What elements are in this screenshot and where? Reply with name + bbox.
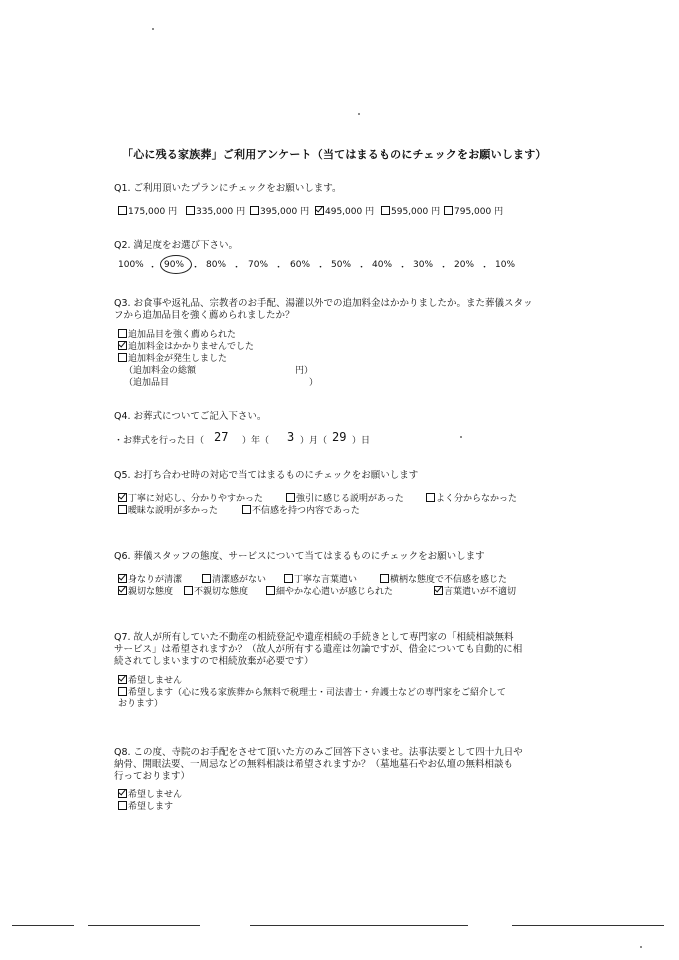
q4-year-value[interactable]: 27 [214, 430, 229, 444]
q4-month-value[interactable]: 3 [287, 430, 295, 444]
q4-question: Q4. お葬式についてご記入下さい。 [114, 411, 267, 422]
q7-question-line2: サービス」は希望されますか？（故人が所有する遺産は勿論ですが、借金についても自動的に相 [114, 644, 523, 655]
q8-option[interactable]: 希望しません [118, 789, 182, 801]
footer-rule [512, 925, 664, 926]
q1-options [118, 204, 538, 218]
scale-dot: ・ [148, 263, 158, 273]
scale-option[interactable]: 10% [495, 260, 516, 270]
checkbox[interactable] [118, 353, 127, 362]
q5-options-row1 [118, 491, 538, 503]
scale-option[interactable]: 30% [413, 260, 434, 270]
q4-date-row [114, 432, 414, 448]
q7-option-continuation: おります） [118, 699, 164, 709]
scale-option-selected[interactable]: 90% [164, 260, 185, 270]
q3-question-line1: Q3. お食事や返礼品、宗教者のお手配、湯灌以外での追加料金はかかりましたか。また葬儀スタッ [114, 298, 533, 309]
q4-day-label: ）日 [352, 436, 371, 446]
scale-dot: ・ [274, 263, 284, 273]
checkbox[interactable] [250, 206, 259, 215]
q5-option[interactable]: 強引に感じる説明があった [286, 491, 404, 504]
checkbox[interactable] [284, 574, 293, 583]
q3-option[interactable]: 追加品目を強く薦められた [118, 329, 254, 341]
scan-speck [640, 946, 642, 948]
scale-dot: ・ [316, 263, 326, 273]
q2-question: Q2. 満足度をお選び下さい。 [114, 240, 239, 251]
checkbox[interactable] [184, 586, 193, 595]
checkbox-checked[interactable] [118, 675, 127, 684]
q6-option[interactable]: 清潔感がない [202, 572, 266, 585]
q1-option[interactable]: 395,000 円 [250, 204, 309, 217]
q6-option[interactable]: 丁寧な言葉遣い [284, 572, 357, 585]
q6-option[interactable]: 親切な態度 [118, 584, 173, 597]
scale-option[interactable]: 50% [331, 260, 352, 270]
scale-option[interactable]: 80% [206, 260, 227, 270]
checkbox-checked[interactable] [118, 586, 127, 595]
scan-speck [358, 113, 360, 115]
q4-year-label: ）年（ [242, 436, 270, 446]
checkbox[interactable] [118, 329, 127, 338]
q5-option[interactable]: よく分からなかった [426, 491, 517, 504]
checkbox[interactable] [381, 206, 390, 215]
q1-option[interactable]: 175,000 円 [118, 204, 177, 217]
scale-option[interactable]: 20% [454, 260, 475, 270]
q4-date-prefix: ・お葬式を行った日（ [114, 436, 205, 446]
q7-options [118, 675, 506, 710]
q6-options-row2 [118, 584, 538, 596]
checkbox[interactable] [118, 687, 127, 696]
q4-month-label: ）月（ [300, 436, 328, 446]
q1-option[interactable]: 495,000 円 [315, 204, 374, 217]
q3-option[interactable]: 追加料金はかかりませんでした [118, 341, 254, 353]
scale-dot: ・ [191, 263, 201, 273]
checkbox[interactable] [242, 505, 251, 514]
q6-option[interactable]: 細やかな心遣いが感じられた [266, 584, 393, 597]
q5-question: Q5. お打ち合わせ時の対応で当てはまるものにチェックをお願いします [114, 470, 419, 481]
q1-question: Q1. ご利用頂いたプランにチェックをお願いします。 [114, 183, 342, 194]
footer-rule [250, 925, 468, 926]
q8-options [118, 789, 182, 813]
q3-options [118, 329, 254, 365]
checkbox[interactable] [186, 206, 195, 215]
q7-option[interactable]: 希望しません [118, 675, 506, 687]
q8-question-line3: 行っております） [114, 771, 191, 782]
q3-items-label: （追加品目 [124, 378, 170, 388]
checkbox-checked[interactable] [118, 789, 127, 798]
q8-question-line2: 納骨、開眼法要、一周忌などの無料相談は希望されますか？（墓地墓石やお仏壇の無料相談も [114, 759, 514, 770]
scale-dot: ・ [480, 263, 490, 273]
q1-option[interactable]: 595,000 円 [381, 204, 440, 217]
q6-options-row1 [118, 572, 538, 584]
checkbox[interactable] [444, 206, 453, 215]
scan-speck [152, 28, 154, 30]
checkbox[interactable] [266, 586, 275, 595]
q6-option[interactable]: 言葉遣いが不適切 [434, 584, 516, 597]
checkbox-checked[interactable] [434, 586, 443, 595]
checkbox-checked[interactable] [118, 574, 127, 583]
q3-amount-field[interactable] [200, 363, 290, 374]
footer-rule [88, 925, 200, 926]
survey-title: 「心に残る家族葬」ご利用アンケート（当てはまるものにチェックをお願いします） [122, 148, 547, 161]
q6-question: Q6. 葬儀スタッフの態度、サービスについて当てはまるものにチェックをお願いします [114, 551, 485, 562]
scale-dot: ・ [439, 263, 449, 273]
q3-question-line2: フから追加品目を強く薦められましたか？ [114, 310, 295, 321]
q7-question-line3: 続されてしまいますので相続放棄が必要です） [114, 656, 314, 667]
hand-drawn-selection-circle [160, 255, 192, 274]
q8-question-line1: Q8. この度、寺院のお手配をさせて頂いた方のみご回答下さいませ。法事法要として四十九日や [114, 747, 523, 758]
q4-day-value[interactable]: 29 [332, 430, 347, 444]
scale-dot: ・ [357, 263, 367, 273]
scale-option[interactable]: 100% [118, 260, 144, 270]
checkbox-checked[interactable] [118, 341, 127, 350]
scale-option[interactable]: 70% [248, 260, 269, 270]
q3-option[interactable]: 追加料金が発生しました [118, 353, 254, 365]
checkbox[interactable] [380, 574, 389, 583]
checkbox-checked[interactable] [315, 206, 324, 215]
q5-option[interactable]: 曖昧な説明が多かった [118, 503, 218, 516]
checkbox-checked[interactable] [118, 493, 127, 502]
checkbox[interactable] [118, 505, 127, 514]
checkbox[interactable] [202, 574, 211, 583]
q5-option[interactable]: 丁寧に対応し、分かりやすかった [118, 491, 263, 504]
checkbox[interactable] [286, 493, 295, 502]
checkbox[interactable] [118, 801, 127, 810]
checkbox[interactable] [426, 493, 435, 502]
q1-option[interactable]: 795,000 円 [444, 204, 503, 217]
scale-dot: ・ [232, 263, 242, 273]
scale-option[interactable]: 40% [372, 260, 393, 270]
q3-items-field[interactable] [180, 375, 300, 386]
q3-amount-unit: 円） [295, 366, 314, 376]
footer-rule [12, 925, 74, 926]
q6-option[interactable]: 身なりが清潔 [118, 572, 182, 585]
q6-option[interactable]: 横柄な態度で不信感を感じた [380, 572, 507, 585]
q6-option[interactable]: 不親切な態度 [184, 584, 248, 597]
q3-amount-label: （追加料金の総額 [124, 366, 197, 376]
q5-options-row2 [118, 503, 538, 515]
q7-option[interactable]: 希望します（心に残る家族葬から無料で税理士・司法書士・弁護士などの専門家をご紹介して [118, 687, 506, 699]
scan-speck [460, 436, 462, 438]
scale-option[interactable]: 60% [290, 260, 311, 270]
q3-items-close: ） [309, 378, 319, 388]
checkbox[interactable] [118, 206, 127, 215]
q1-option[interactable]: 335,000 円 [186, 204, 245, 217]
scale-dot: ・ [398, 263, 408, 273]
q7-question-line1: Q7. 故人が所有していた不動産の相続登記や遺産相続の手続きとして専門家の「相続相談無料 [114, 632, 514, 643]
q8-option[interactable]: 希望します [118, 801, 182, 813]
q5-option[interactable]: 不信感を持つ内容であった [242, 503, 360, 516]
